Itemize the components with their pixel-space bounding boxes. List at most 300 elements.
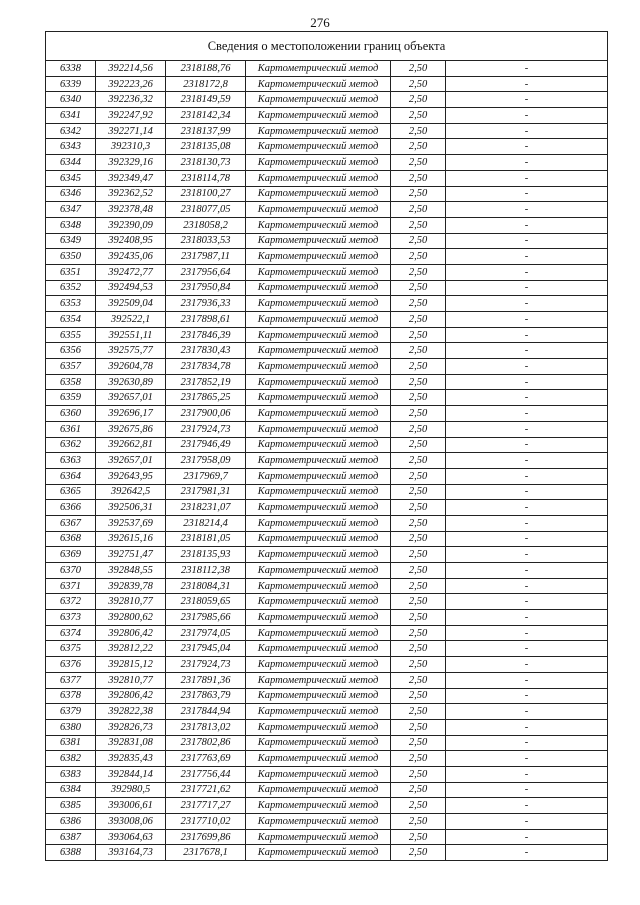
- cell-point-number: 6342: [46, 123, 96, 139]
- cell-method: Картометрический метод: [246, 296, 391, 312]
- cell-y-coordinate: 2317830,43: [166, 343, 246, 359]
- cell-x-coordinate: 392408,95: [96, 233, 166, 249]
- cell-description: -: [446, 406, 608, 422]
- cell-accuracy: 2,50: [391, 123, 446, 139]
- cell-description: -: [446, 594, 608, 610]
- cell-y-coordinate: 2318181,05: [166, 531, 246, 547]
- table-row: [46, 312, 608, 328]
- cell-method: Картометрический метод: [246, 249, 391, 265]
- cell-point-number: 6371: [46, 578, 96, 594]
- cell-y-coordinate: 2317852,19: [166, 374, 246, 390]
- table-row: [46, 108, 608, 124]
- cell-method: Картометрический метод: [246, 484, 391, 500]
- table-row: [46, 453, 608, 469]
- cell-y-coordinate: 2317846,39: [166, 327, 246, 343]
- table-title: Сведения о местоположении границ объекта: [46, 32, 608, 61]
- cell-description: -: [446, 280, 608, 296]
- table-row: [46, 390, 608, 406]
- cell-y-coordinate: 2318100,27: [166, 186, 246, 202]
- cell-method: Картометрический метод: [246, 108, 391, 124]
- cell-y-coordinate: 2317985,66: [166, 610, 246, 626]
- cell-description: -: [446, 798, 608, 814]
- cell-x-coordinate: 392826,73: [96, 719, 166, 735]
- table-row: [46, 704, 608, 720]
- cell-y-coordinate: 2318142,34: [166, 108, 246, 124]
- table-row: [46, 641, 608, 657]
- cell-method: Картометрический метод: [246, 217, 391, 233]
- cell-point-number: 6349: [46, 233, 96, 249]
- cell-y-coordinate: 2317945,04: [166, 641, 246, 657]
- cell-x-coordinate: 392247,92: [96, 108, 166, 124]
- table-row: [46, 547, 608, 563]
- cell-accuracy: 2,50: [391, 578, 446, 594]
- cell-method: Картометрический метод: [246, 76, 391, 92]
- cell-method: Картометрический метод: [246, 312, 391, 328]
- cell-method: Картометрический метод: [246, 814, 391, 830]
- page-number: 276: [310, 15, 330, 30]
- cell-method: Картометрический метод: [246, 406, 391, 422]
- cell-x-coordinate: 392800,62: [96, 610, 166, 626]
- cell-point-number: 6376: [46, 657, 96, 673]
- cell-point-number: 6375: [46, 641, 96, 657]
- table-row: [46, 170, 608, 186]
- cell-method: Картометрический метод: [246, 845, 391, 861]
- cell-x-coordinate: 392329,16: [96, 155, 166, 171]
- cell-y-coordinate: 2317924,73: [166, 421, 246, 437]
- table-row: [46, 123, 608, 139]
- cell-y-coordinate: 2317844,94: [166, 704, 246, 720]
- cell-description: -: [446, 217, 608, 233]
- cell-accuracy: 2,50: [391, 170, 446, 186]
- cell-description: -: [446, 657, 608, 673]
- cell-method: Картометрический метод: [246, 343, 391, 359]
- cell-x-coordinate: 392509,04: [96, 296, 166, 312]
- cell-description: -: [446, 688, 608, 704]
- cell-y-coordinate: 2317950,84: [166, 280, 246, 296]
- table-row: [46, 76, 608, 92]
- cell-method: Картометрический метод: [246, 264, 391, 280]
- cell-method: Картометрический метод: [246, 233, 391, 249]
- cell-method: Картометрический метод: [246, 468, 391, 484]
- cell-point-number: 6362: [46, 437, 96, 453]
- cell-method: Картометрический метод: [246, 155, 391, 171]
- cell-method: Картометрический метод: [246, 766, 391, 782]
- cell-accuracy: 2,50: [391, 688, 446, 704]
- cell-description: -: [446, 108, 608, 124]
- cell-accuracy: 2,50: [391, 531, 446, 547]
- cell-description: -: [446, 468, 608, 484]
- cell-description: -: [446, 453, 608, 469]
- cell-point-number: 6373: [46, 610, 96, 626]
- cell-method: Картометрический метод: [246, 170, 391, 186]
- cell-accuracy: 2,50: [391, 766, 446, 782]
- cell-description: -: [446, 547, 608, 563]
- cell-method: Картометрический метод: [246, 92, 391, 108]
- cell-method: Картометрический метод: [246, 547, 391, 563]
- cell-description: -: [446, 343, 608, 359]
- cell-point-number: 6370: [46, 563, 96, 579]
- cell-accuracy: 2,50: [391, 421, 446, 437]
- table-row: [46, 500, 608, 516]
- cell-point-number: 6358: [46, 374, 96, 390]
- cell-point-number: 6355: [46, 327, 96, 343]
- cell-description: -: [446, 437, 608, 453]
- cell-x-coordinate: 392472,77: [96, 264, 166, 280]
- cell-x-coordinate: 393164,73: [96, 845, 166, 861]
- cell-description: -: [446, 421, 608, 437]
- cell-y-coordinate: 2317834,78: [166, 359, 246, 375]
- cell-point-number: 6384: [46, 782, 96, 798]
- cell-x-coordinate: 392223,26: [96, 76, 166, 92]
- cell-x-coordinate: 392810,77: [96, 594, 166, 610]
- cell-y-coordinate: 2318112,38: [166, 563, 246, 579]
- cell-y-coordinate: 2317958,09: [166, 453, 246, 469]
- cell-x-coordinate: 392751,47: [96, 547, 166, 563]
- cell-description: -: [446, 264, 608, 280]
- cell-x-coordinate: 392236,32: [96, 92, 166, 108]
- cell-method: Картометрический метод: [246, 531, 391, 547]
- table-row: [46, 202, 608, 218]
- cell-accuracy: 2,50: [391, 139, 446, 155]
- table-row: [46, 484, 608, 500]
- cell-y-coordinate: 2317891,36: [166, 672, 246, 688]
- cell-point-number: 6378: [46, 688, 96, 704]
- cell-accuracy: 2,50: [391, 735, 446, 751]
- cell-accuracy: 2,50: [391, 453, 446, 469]
- cell-x-coordinate: 392310,3: [96, 139, 166, 155]
- cell-y-coordinate: 2317987,11: [166, 249, 246, 265]
- cell-method: Картометрический метод: [246, 327, 391, 343]
- table-row: [46, 625, 608, 641]
- cell-y-coordinate: 2318059,65: [166, 594, 246, 610]
- cell-description: -: [446, 531, 608, 547]
- table-row: [46, 374, 608, 390]
- table-row: [46, 249, 608, 265]
- cell-x-coordinate: 392537,69: [96, 515, 166, 531]
- cell-method: Картометрический метод: [246, 578, 391, 594]
- table-row: [46, 814, 608, 830]
- cell-x-coordinate: 392835,43: [96, 751, 166, 767]
- cell-accuracy: 2,50: [391, 233, 446, 249]
- table-row: [46, 406, 608, 422]
- cell-y-coordinate: 2317900,06: [166, 406, 246, 422]
- cell-method: Картометрический метод: [246, 751, 391, 767]
- cell-x-coordinate: 392214,56: [96, 61, 166, 77]
- cell-description: -: [446, 625, 608, 641]
- cell-accuracy: 2,50: [391, 76, 446, 92]
- table-row: [46, 672, 608, 688]
- cell-accuracy: 2,50: [391, 312, 446, 328]
- cell-x-coordinate: 392642,5: [96, 484, 166, 500]
- cell-accuracy: 2,50: [391, 92, 446, 108]
- table-row: [46, 343, 608, 359]
- cell-accuracy: 2,50: [391, 155, 446, 171]
- cell-method: Картометрический метод: [246, 829, 391, 845]
- cell-point-number: 6353: [46, 296, 96, 312]
- cell-y-coordinate: 2317936,33: [166, 296, 246, 312]
- cell-x-coordinate: 392362,52: [96, 186, 166, 202]
- cell-description: -: [446, 249, 608, 265]
- cell-accuracy: 2,50: [391, 641, 446, 657]
- cell-point-number: 6374: [46, 625, 96, 641]
- cell-x-coordinate: 393006,61: [96, 798, 166, 814]
- cell-x-coordinate: 392657,01: [96, 390, 166, 406]
- cell-point-number: 6354: [46, 312, 96, 328]
- cell-point-number: 6346: [46, 186, 96, 202]
- cell-x-coordinate: 392810,77: [96, 672, 166, 688]
- cell-method: Картометрический метод: [246, 186, 391, 202]
- table-row: [46, 186, 608, 202]
- cell-description: -: [446, 155, 608, 171]
- cell-x-coordinate: 392822,38: [96, 704, 166, 720]
- cell-point-number: 6382: [46, 751, 96, 767]
- table-row: [46, 578, 608, 594]
- cell-y-coordinate: 2317924,73: [166, 657, 246, 673]
- cell-y-coordinate: 2317802,86: [166, 735, 246, 751]
- table-row: [46, 594, 608, 610]
- cell-accuracy: 2,50: [391, 563, 446, 579]
- cell-x-coordinate: 392390,09: [96, 217, 166, 233]
- cell-y-coordinate: 2317710,02: [166, 814, 246, 830]
- cell-x-coordinate: 392630,89: [96, 374, 166, 390]
- cell-y-coordinate: 2317974,05: [166, 625, 246, 641]
- cell-accuracy: 2,50: [391, 390, 446, 406]
- cell-accuracy: 2,50: [391, 280, 446, 296]
- cell-x-coordinate: 392271,14: [96, 123, 166, 139]
- cell-description: -: [446, 500, 608, 516]
- cell-accuracy: 2,50: [391, 782, 446, 798]
- table-row: [46, 751, 608, 767]
- cell-method: Картометрический метод: [246, 123, 391, 139]
- cell-point-number: 6357: [46, 359, 96, 375]
- cell-description: -: [446, 233, 608, 249]
- cell-description: -: [446, 578, 608, 594]
- cell-x-coordinate: 392575,77: [96, 343, 166, 359]
- cell-x-coordinate: 392812,22: [96, 641, 166, 657]
- cell-x-coordinate: 393064,63: [96, 829, 166, 845]
- cell-x-coordinate: 392378,48: [96, 202, 166, 218]
- cell-x-coordinate: 392831,08: [96, 735, 166, 751]
- cell-description: -: [446, 327, 608, 343]
- cell-description: -: [446, 704, 608, 720]
- table-row: [46, 280, 608, 296]
- cell-point-number: 6356: [46, 343, 96, 359]
- cell-accuracy: 2,50: [391, 108, 446, 124]
- cell-point-number: 6359: [46, 390, 96, 406]
- cell-accuracy: 2,50: [391, 798, 446, 814]
- cell-point-number: 6383: [46, 766, 96, 782]
- cell-y-coordinate: 2317946,49: [166, 437, 246, 453]
- cell-method: Картометрический метод: [246, 139, 391, 155]
- table-row: [46, 217, 608, 233]
- cell-point-number: 6351: [46, 264, 96, 280]
- cell-method: Картометрический метод: [246, 594, 391, 610]
- cell-method: Картометрический метод: [246, 390, 391, 406]
- cell-accuracy: 2,50: [391, 468, 446, 484]
- table-row: [46, 515, 608, 531]
- cell-method: Картометрический метод: [246, 437, 391, 453]
- cell-point-number: 6361: [46, 421, 96, 437]
- cell-method: Картометрический метод: [246, 280, 391, 296]
- table-row: [46, 92, 608, 108]
- cell-point-number: 6368: [46, 531, 96, 547]
- cell-accuracy: 2,50: [391, 625, 446, 641]
- cell-method: Картометрический метод: [246, 625, 391, 641]
- cell-accuracy: 2,50: [391, 484, 446, 500]
- table-row: [46, 468, 608, 484]
- table-row: [46, 719, 608, 735]
- table-row: [46, 688, 608, 704]
- cell-y-coordinate: 2317756,44: [166, 766, 246, 782]
- cell-accuracy: 2,50: [391, 751, 446, 767]
- cell-y-coordinate: 2318130,73: [166, 155, 246, 171]
- cell-y-coordinate: 2318077,05: [166, 202, 246, 218]
- cell-y-coordinate: 2318084,31: [166, 578, 246, 594]
- cell-point-number: 6379: [46, 704, 96, 720]
- cell-accuracy: 2,50: [391, 594, 446, 610]
- cell-x-coordinate: 392806,42: [96, 688, 166, 704]
- cell-method: Картометрический метод: [246, 453, 391, 469]
- table-body: [46, 32, 608, 861]
- cell-point-number: 6339: [46, 76, 96, 92]
- table-row: [46, 531, 608, 547]
- table-row: [46, 766, 608, 782]
- cell-y-coordinate: 2318172,8: [166, 76, 246, 92]
- cell-x-coordinate: 392506,31: [96, 500, 166, 516]
- cell-x-coordinate: 393008,06: [96, 814, 166, 830]
- cell-point-number: 6364: [46, 468, 96, 484]
- cell-method: Картометрический метод: [246, 610, 391, 626]
- cell-accuracy: 2,50: [391, 719, 446, 735]
- cell-y-coordinate: 2317956,64: [166, 264, 246, 280]
- cell-point-number: 6352: [46, 280, 96, 296]
- cell-method: Картометрический метод: [246, 641, 391, 657]
- cell-y-coordinate: 2317898,61: [166, 312, 246, 328]
- cell-y-coordinate: 2318135,08: [166, 139, 246, 155]
- table-row: [46, 782, 608, 798]
- cell-x-coordinate: 392615,16: [96, 531, 166, 547]
- cell-y-coordinate: 2318188,76: [166, 61, 246, 77]
- cell-y-coordinate: 2317699,86: [166, 829, 246, 845]
- cell-method: Картометрический метод: [246, 719, 391, 735]
- cell-x-coordinate: 392848,55: [96, 563, 166, 579]
- table-row: [46, 437, 608, 453]
- cell-method: Картометрический метод: [246, 421, 391, 437]
- cell-y-coordinate: 2318137,99: [166, 123, 246, 139]
- cell-point-number: 6338: [46, 61, 96, 77]
- cell-x-coordinate: 392662,81: [96, 437, 166, 453]
- cell-method: Картометрический метод: [246, 798, 391, 814]
- cell-x-coordinate: 392657,01: [96, 453, 166, 469]
- cell-method: Картометрический метод: [246, 688, 391, 704]
- cell-accuracy: 2,50: [391, 186, 446, 202]
- cell-point-number: 6350: [46, 249, 96, 265]
- cell-x-coordinate: 392494,53: [96, 280, 166, 296]
- cell-description: -: [446, 76, 608, 92]
- cell-method: Картометрический метод: [246, 563, 391, 579]
- cell-y-coordinate: 2317863,79: [166, 688, 246, 704]
- cell-y-coordinate: 2317813,02: [166, 719, 246, 735]
- table-row: [46, 233, 608, 249]
- cell-description: -: [446, 766, 608, 782]
- cell-y-coordinate: 2317969,7: [166, 468, 246, 484]
- cell-description: -: [446, 782, 608, 798]
- cell-x-coordinate: 392643,95: [96, 468, 166, 484]
- cell-y-coordinate: 2318033,53: [166, 233, 246, 249]
- cell-y-coordinate: 2317678,1: [166, 845, 246, 861]
- cell-description: -: [446, 123, 608, 139]
- cell-point-number: 6344: [46, 155, 96, 171]
- cell-description: -: [446, 829, 608, 845]
- cell-accuracy: 2,50: [391, 296, 446, 312]
- cell-description: -: [446, 202, 608, 218]
- cell-point-number: 6386: [46, 814, 96, 830]
- cell-accuracy: 2,50: [391, 437, 446, 453]
- cell-method: Картометрический метод: [246, 515, 391, 531]
- cell-method: Картометрический метод: [246, 359, 391, 375]
- table-row: [46, 327, 608, 343]
- table-header-row: [46, 32, 608, 61]
- cell-accuracy: 2,50: [391, 845, 446, 861]
- cell-description: -: [446, 186, 608, 202]
- cell-method: Картометрический метод: [246, 657, 391, 673]
- cell-accuracy: 2,50: [391, 704, 446, 720]
- cell-x-coordinate: 392815,12: [96, 657, 166, 673]
- cell-y-coordinate: 2317721,62: [166, 782, 246, 798]
- cell-description: -: [446, 641, 608, 657]
- cell-y-coordinate: 2318214,4: [166, 515, 246, 531]
- cell-accuracy: 2,50: [391, 327, 446, 343]
- cell-y-coordinate: 2317981,31: [166, 484, 246, 500]
- cell-method: Картометрический метод: [246, 672, 391, 688]
- cell-description: -: [446, 61, 608, 77]
- cell-accuracy: 2,50: [391, 657, 446, 673]
- cell-point-number: 6347: [46, 202, 96, 218]
- table-row: [46, 139, 608, 155]
- table-row: [46, 296, 608, 312]
- cell-description: -: [446, 719, 608, 735]
- cell-description: -: [446, 484, 608, 500]
- cell-point-number: 6367: [46, 515, 96, 531]
- cell-accuracy: 2,50: [391, 672, 446, 688]
- cell-accuracy: 2,50: [391, 814, 446, 830]
- table-row: [46, 829, 608, 845]
- cell-accuracy: 2,50: [391, 547, 446, 563]
- cell-y-coordinate: 2318114,78: [166, 170, 246, 186]
- cell-point-number: 6341: [46, 108, 96, 124]
- cell-x-coordinate: 392522,1: [96, 312, 166, 328]
- cell-point-number: 6380: [46, 719, 96, 735]
- cell-point-number: 6377: [46, 672, 96, 688]
- cell-x-coordinate: 392604,78: [96, 359, 166, 375]
- boundary-table: [45, 31, 608, 861]
- cell-method: Картометрический метод: [246, 202, 391, 218]
- cell-accuracy: 2,50: [391, 406, 446, 422]
- cell-accuracy: 2,50: [391, 374, 446, 390]
- cell-accuracy: 2,50: [391, 202, 446, 218]
- cell-x-coordinate: 392806,42: [96, 625, 166, 641]
- cell-method: Картометрический метод: [246, 735, 391, 751]
- cell-y-coordinate: 2317717,27: [166, 798, 246, 814]
- cell-description: -: [446, 814, 608, 830]
- cell-description: -: [446, 610, 608, 626]
- cell-point-number: 6348: [46, 217, 96, 233]
- table-row: [46, 610, 608, 626]
- table-row: [46, 61, 608, 77]
- cell-point-number: 6372: [46, 594, 96, 610]
- table-row: [46, 735, 608, 751]
- cell-point-number: 6343: [46, 139, 96, 155]
